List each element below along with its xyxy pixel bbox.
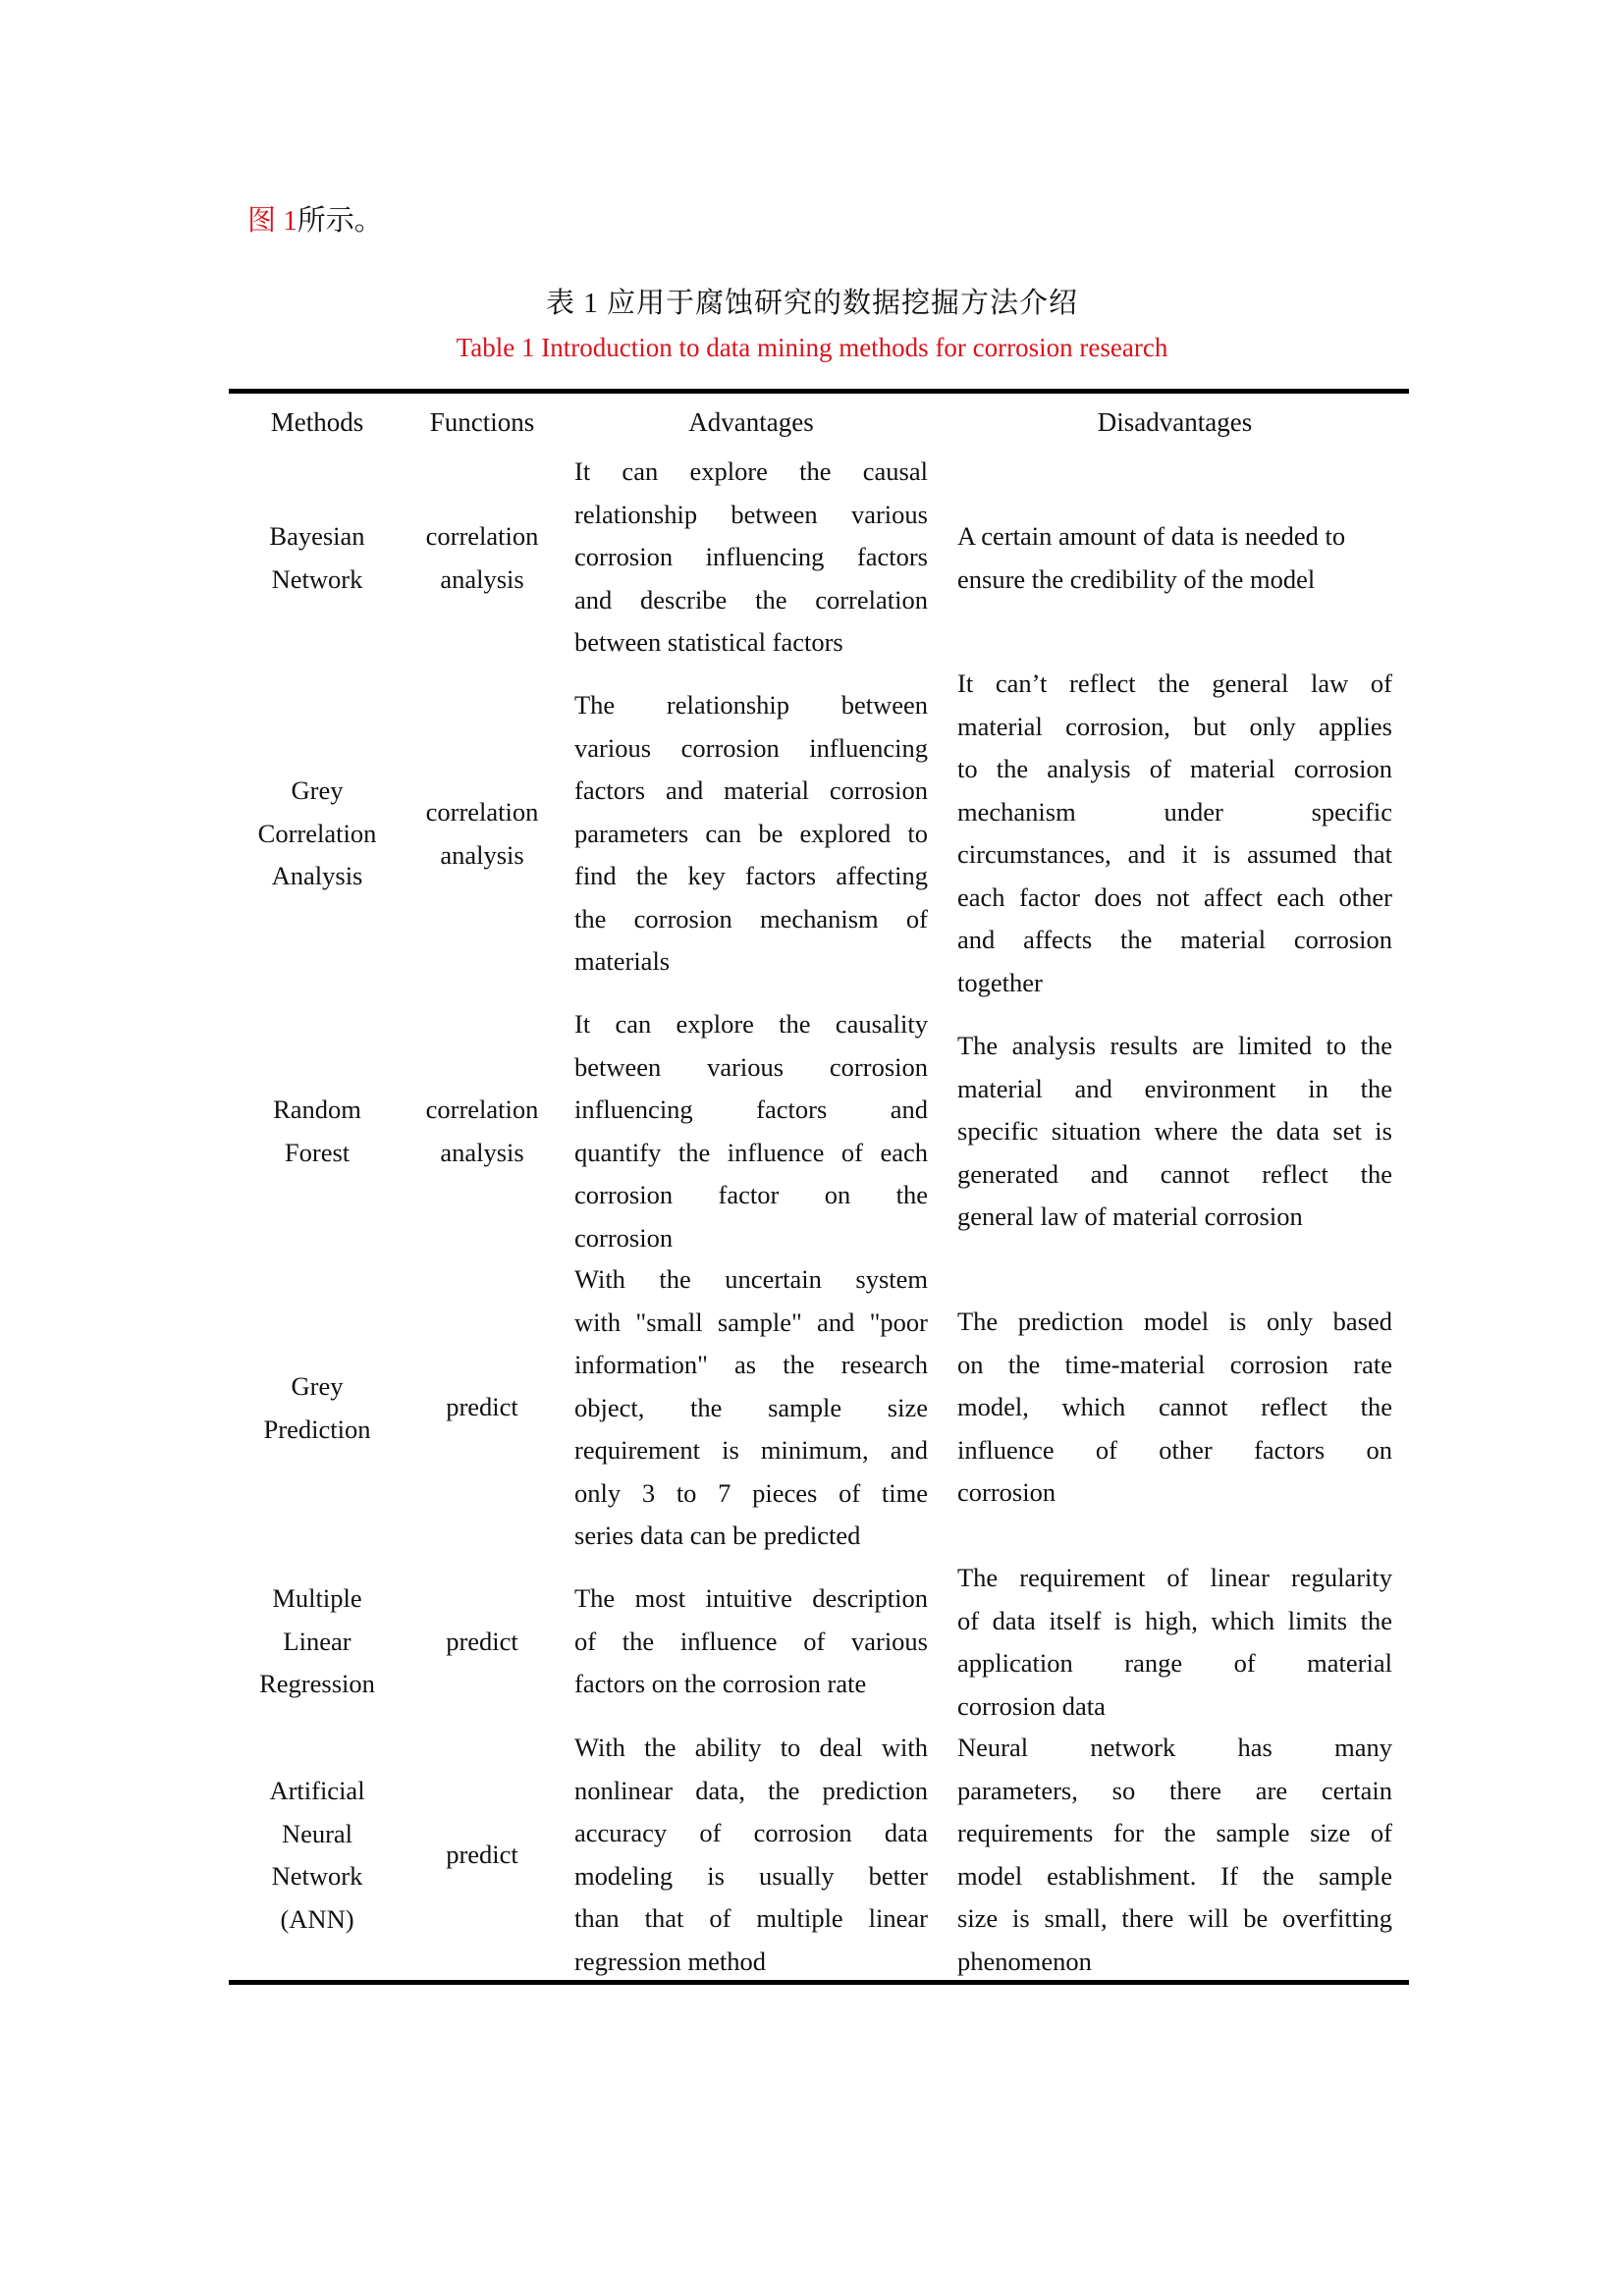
method-line: (ANN) bbox=[280, 1903, 354, 1934]
dis-line: phenomenon bbox=[957, 1946, 1092, 1976]
method-line: Artificial bbox=[269, 1776, 365, 1805]
adv-line: various corrosion influencing bbox=[574, 732, 928, 763]
function-cell bbox=[407, 1834, 557, 1877]
adv-line: parameters can be explored to bbox=[574, 818, 928, 848]
advantages-cell bbox=[574, 1577, 928, 1706]
adv-line: of the influence of various bbox=[574, 1626, 928, 1656]
dis-line: application range of material bbox=[957, 1648, 1392, 1678]
adv-line: The relationship between bbox=[574, 690, 928, 720]
adv-line: corrosion bbox=[574, 1222, 674, 1253]
function-cell bbox=[407, 515, 557, 601]
method-line: Linear bbox=[283, 1626, 352, 1656]
method-line: Regression bbox=[259, 1669, 375, 1698]
method-cell bbox=[239, 1770, 396, 1941]
method-line: Random bbox=[273, 1095, 361, 1124]
dis-line: requirements for the sample size of bbox=[957, 1818, 1392, 1847]
intro-text bbox=[247, 202, 383, 240]
dis-line: to the analysis of material corrosion bbox=[957, 754, 1392, 783]
method-line: Forest bbox=[284, 1137, 351, 1167]
dis-line: material corrosion, but only applies bbox=[957, 711, 1392, 741]
adv-line: With the uncertain system bbox=[574, 1264, 928, 1294]
adv-line: quantify the influence of each bbox=[574, 1137, 928, 1167]
dis-line: The prediction model is only based bbox=[957, 1307, 1392, 1336]
advantages-cell bbox=[574, 684, 928, 984]
adv-line: and describe the correlation bbox=[574, 584, 928, 614]
dis-line: general law of material corrosion bbox=[957, 1201, 1303, 1231]
method-cell bbox=[239, 515, 396, 601]
function-line: predict bbox=[446, 1392, 518, 1421]
adv-line: series data can be predicted bbox=[574, 1521, 861, 1550]
adv-line: materials bbox=[574, 946, 671, 976]
table-caption-chinese: 表 1 应用于腐蚀研究的数据挖掘方法介绍 bbox=[545, 288, 1078, 319]
dis-line: The analysis results are limited to the bbox=[957, 1031, 1392, 1060]
dis-line: It can’t reflect the general law of bbox=[957, 668, 1392, 698]
adv-line: It can explore the causality bbox=[574, 1009, 928, 1039]
adv-line: It can explore the causal bbox=[574, 456, 928, 486]
method-cell bbox=[239, 770, 396, 898]
advantages-cell bbox=[574, 1727, 928, 1983]
dis-line: circumstances, and it is assumed that bbox=[957, 839, 1392, 869]
method-line: Prediction bbox=[263, 1414, 371, 1444]
function-cell bbox=[407, 1386, 557, 1429]
method-line: Bayesian bbox=[269, 521, 365, 551]
adv-line: find the key factors affecting bbox=[574, 861, 928, 890]
adv-line: requirement is minimum, and bbox=[574, 1435, 928, 1465]
disadvantages-cell bbox=[957, 1025, 1392, 1239]
adv-line: accuracy of corrosion data bbox=[574, 1818, 928, 1847]
adv-line: factors and material corrosion bbox=[574, 775, 928, 805]
advantages-cell bbox=[574, 451, 928, 665]
disadvantages-cell bbox=[957, 1557, 1392, 1728]
dis-line: generated and cannot reflect the bbox=[957, 1158, 1392, 1189]
dis-line: parameters, so there are certain bbox=[957, 1775, 1392, 1805]
dis-line: each factor does not affect each other bbox=[957, 881, 1392, 912]
header-disadvantages: Disadvantages bbox=[1097, 407, 1253, 437]
adv-line: the corrosion mechanism of bbox=[574, 903, 928, 934]
adv-line: object, the sample size bbox=[574, 1392, 928, 1422]
function-line: correlation bbox=[425, 1095, 539, 1124]
function-line: analysis bbox=[440, 839, 524, 870]
disadvantages-cell bbox=[957, 515, 1392, 601]
table-top-rule bbox=[229, 389, 1409, 394]
adv-line: than that of multiple linear bbox=[574, 1903, 928, 1933]
method-line: Network bbox=[271, 563, 363, 594]
dis-line: size is small, there will be overfitting bbox=[957, 1903, 1392, 1933]
dis-line: corrosion bbox=[957, 1477, 1056, 1507]
dis-line: of data itself is high, which limits the bbox=[957, 1605, 1392, 1635]
adv-line: between statistical factors bbox=[574, 627, 843, 657]
function-line: predict bbox=[446, 1627, 518, 1656]
function-line: predict bbox=[446, 1840, 518, 1869]
dis-line: specific situation where the data set is bbox=[957, 1116, 1392, 1146]
advantages-cell bbox=[574, 1258, 928, 1558]
dis-line: and affects the material corrosion bbox=[957, 925, 1392, 954]
figure-reference-link[interactable]: 图 1 bbox=[247, 205, 298, 237]
method-line: Neural bbox=[281, 1818, 353, 1848]
adv-line: factors on the corrosion rate bbox=[574, 1669, 867, 1698]
adv-line: influencing factors and bbox=[574, 1095, 928, 1124]
method-line: Multiple bbox=[272, 1583, 362, 1613]
function-line: correlation bbox=[425, 521, 539, 551]
adv-line: between various corrosion bbox=[574, 1051, 928, 1082]
dis-line: A certain amount of data is needed to bbox=[957, 521, 1346, 551]
function-cell bbox=[407, 791, 557, 877]
dis-line: material and environment in the bbox=[957, 1073, 1392, 1103]
header-functions: Functions bbox=[429, 407, 535, 437]
method-cell bbox=[239, 1577, 396, 1706]
header-advantages: Advantages bbox=[688, 407, 814, 437]
function-line: analysis bbox=[440, 563, 524, 594]
dis-line: The requirement of linear regularity bbox=[957, 1563, 1392, 1592]
adv-line: corrosion influencing factors bbox=[574, 542, 928, 571]
method-line: Grey bbox=[291, 775, 344, 805]
disadvantages-cell bbox=[957, 1727, 1392, 1983]
adv-line: only 3 to 7 pieces of time bbox=[574, 1477, 928, 1508]
dis-line: model, which cannot reflect the bbox=[957, 1392, 1392, 1421]
function-cell bbox=[407, 1621, 557, 1664]
dis-line: influence of other factors on bbox=[957, 1434, 1392, 1465]
disadvantages-cell bbox=[957, 1301, 1392, 1515]
function-cell bbox=[407, 1089, 557, 1174]
method-line: Analysis bbox=[271, 861, 363, 890]
function-line: correlation bbox=[425, 797, 539, 827]
disadvantages-cell bbox=[957, 663, 1392, 1004]
adv-line: modeling is usually better bbox=[574, 1860, 928, 1891]
dis-line: on the time-material corrosion rate bbox=[957, 1349, 1392, 1379]
adv-line: with "small sample" and "poor bbox=[574, 1307, 928, 1337]
dis-line: Neural network has many bbox=[957, 1733, 1392, 1762]
header-methods: Methods bbox=[270, 407, 364, 437]
dis-line: mechanism under specific bbox=[957, 796, 1392, 827]
advantages-cell bbox=[574, 1003, 928, 1259]
adv-line: information" as the research bbox=[574, 1350, 928, 1379]
dis-line: ensure the credibility of the model bbox=[957, 563, 1316, 594]
function-line: analysis bbox=[440, 1137, 524, 1167]
adv-line: The most intuitive description bbox=[574, 1583, 928, 1613]
dis-line: model establishment. If the sample bbox=[957, 1860, 1392, 1891]
intro-suffix: 所示。 bbox=[297, 205, 383, 237]
adv-line: relationship between various bbox=[574, 499, 928, 529]
method-cell bbox=[239, 1089, 396, 1174]
method-line: Network bbox=[271, 1861, 363, 1891]
dis-line: corrosion data bbox=[957, 1690, 1106, 1721]
method-line: Correlation bbox=[257, 818, 377, 848]
adv-line: nonlinear data, the prediction bbox=[574, 1775, 928, 1805]
method-cell bbox=[239, 1365, 396, 1451]
adv-line: corrosion factor on the bbox=[574, 1180, 928, 1209]
table-caption-english: Table 1 Introduction to data mining methods for corrosion research bbox=[456, 333, 1168, 362]
method-line: Grey bbox=[291, 1371, 344, 1401]
dis-line: together bbox=[957, 967, 1043, 997]
adv-line: regression method bbox=[574, 1946, 767, 1976]
adv-line: With the ability to deal with bbox=[574, 1733, 928, 1762]
